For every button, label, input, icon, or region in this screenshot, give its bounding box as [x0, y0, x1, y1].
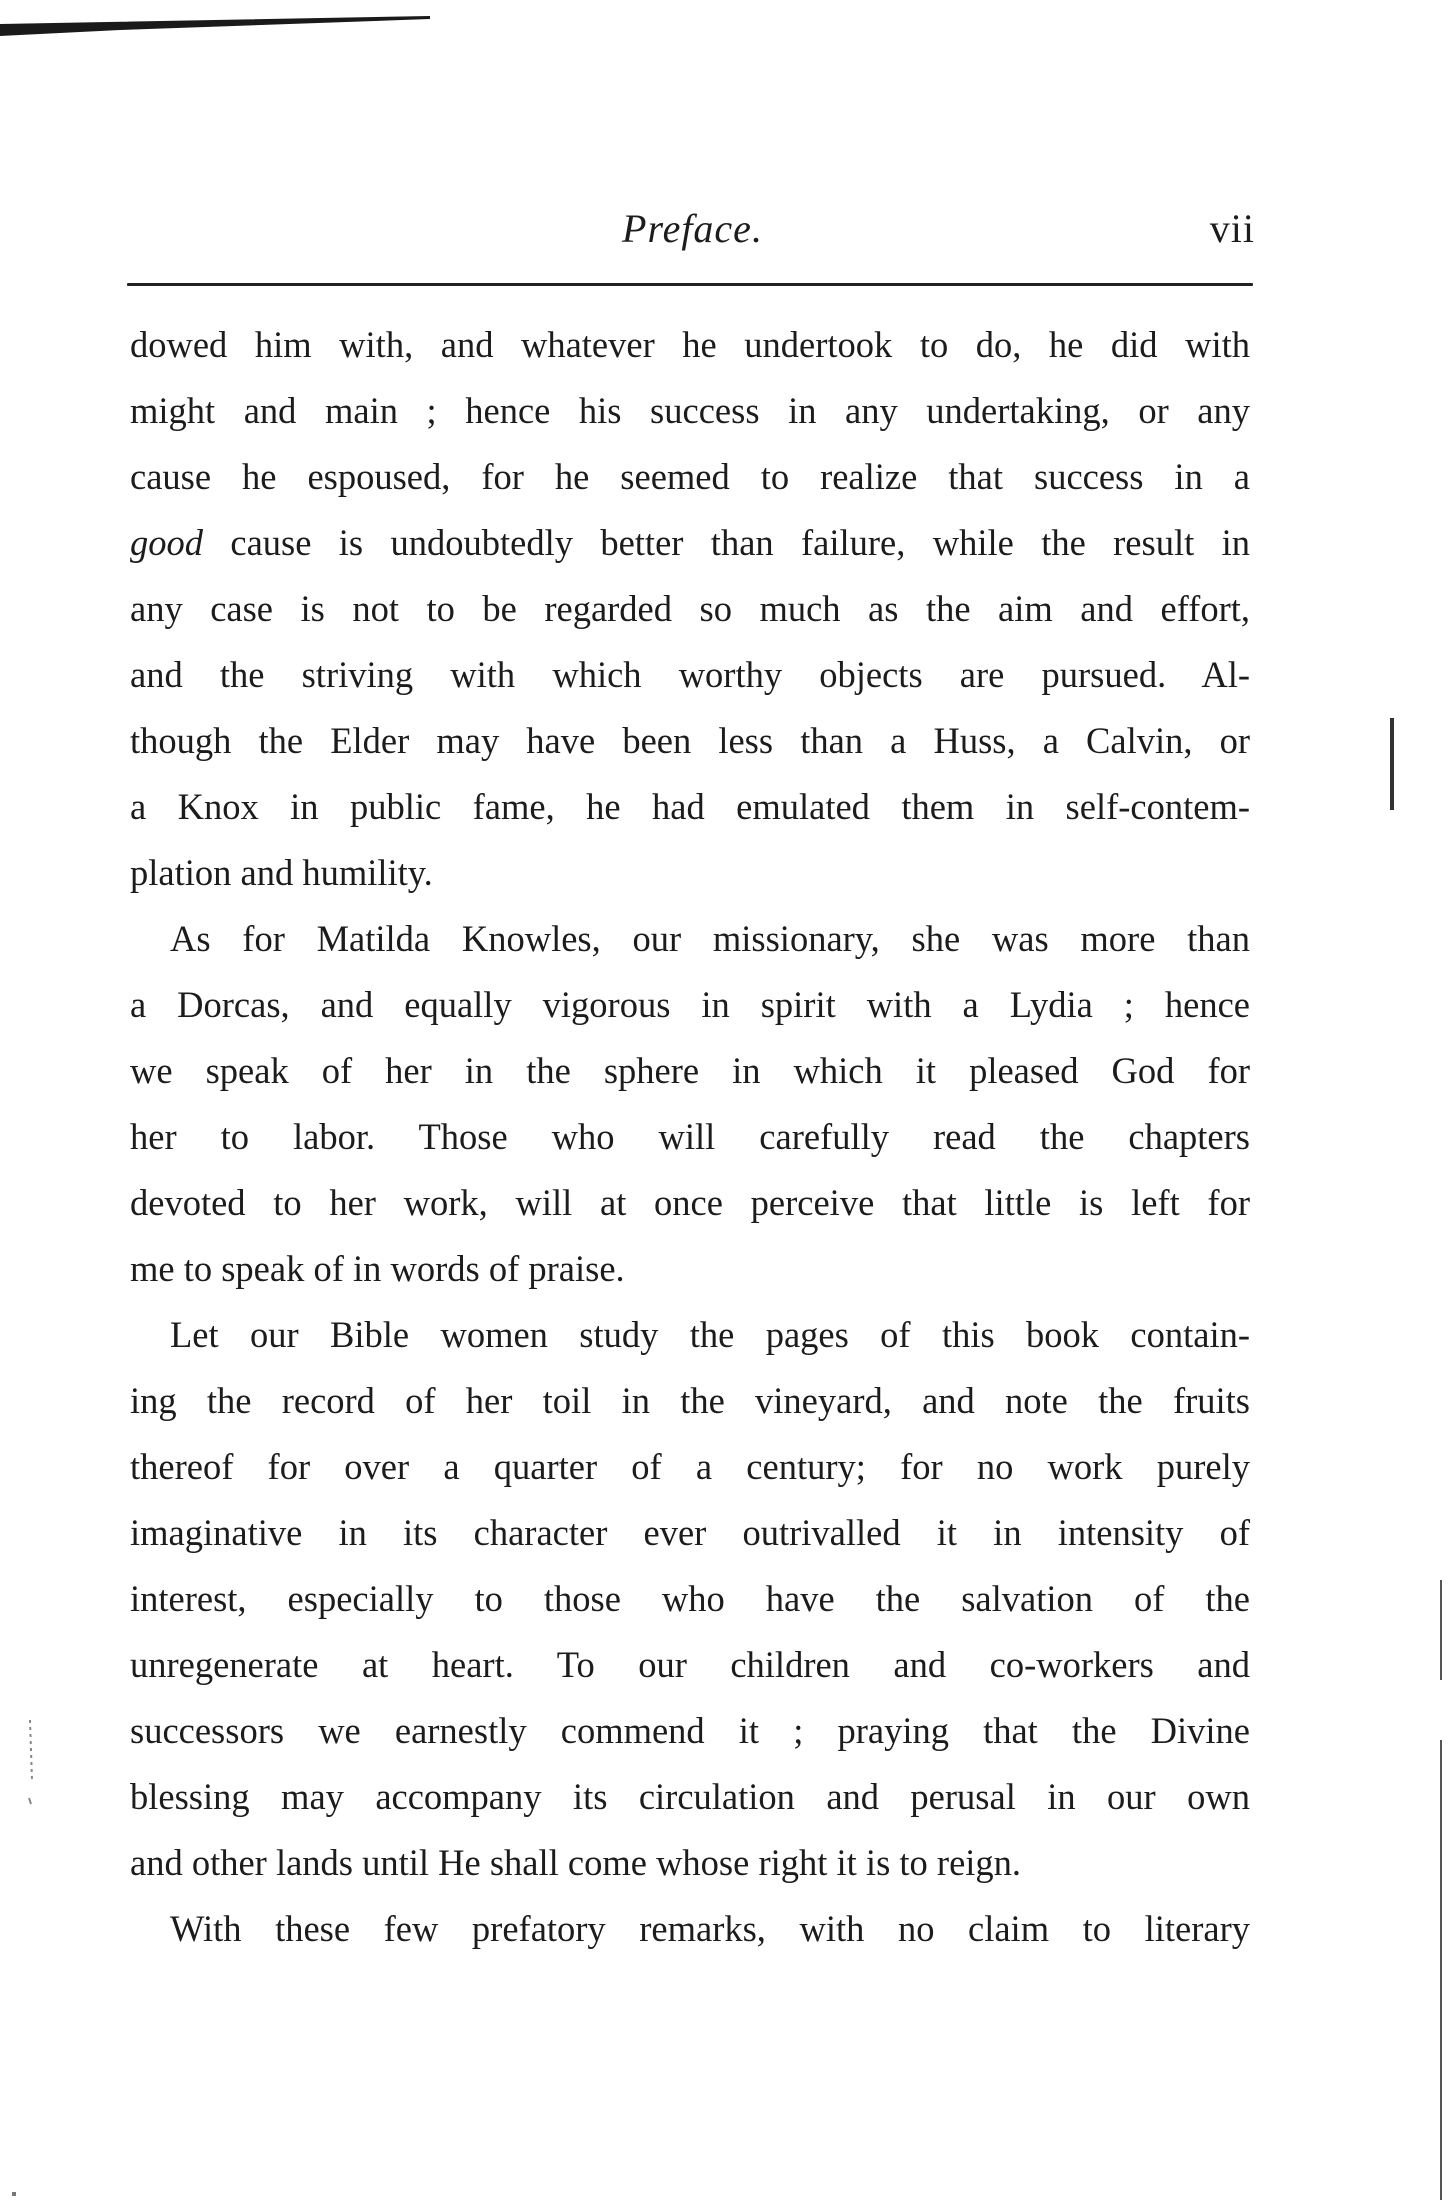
text-line: ing the record of her toil in the vineyard, and note the fruits — [130, 1380, 1250, 1421]
running-head — [130, 205, 1255, 265]
text-line: With these few prefatory remarks, with no claim to literary — [170, 1908, 1250, 1949]
text-line: a Knox in public fame, he had emulated them in self-contem- — [130, 786, 1250, 827]
text-line: might and main ; hence his success in any undertaking, or any — [130, 390, 1250, 431]
text-line: plation and humility. — [130, 852, 433, 893]
emphasis-good: good — [130, 522, 203, 563]
text-line: any case is not to be regarded so much as the aim and effort, — [130, 588, 1250, 629]
text-line: imaginative in its character ever outrivalled it in intensity of — [130, 1512, 1250, 1553]
text-line: successors we earnestly commend it ; praying that the Divine — [130, 1710, 1250, 1751]
text-line: blessing may accompany its circulation and perusal in our own — [130, 1776, 1250, 1817]
text-line: good cause is undoubtedly better than failure, while the result in — [130, 522, 1250, 563]
body-text — [130, 312, 1250, 1962]
text-line: unregenerate at heart. To our children and co-workers and — [130, 1644, 1250, 1685]
text-line: Let our Bible women study the pages of this book contain- — [170, 1314, 1250, 1355]
text-line: and the striving with which worthy objects are pursued. Al- — [130, 654, 1250, 695]
text-line: me to speak of in words of praise. — [130, 1248, 625, 1289]
text-line: though the Elder may have been less than a Huss, a Calvin, or — [130, 720, 1250, 761]
header-rule — [127, 283, 1253, 286]
text-line: thereof for over a quarter of a century; for no work purely — [130, 1446, 1250, 1487]
text-line: we speak of her in the sphere in which it pleased God for — [130, 1050, 1250, 1091]
text-line: her to labor. Those who will carefully read the chapters — [130, 1116, 1250, 1157]
scan-edge-mark — [0, 10, 430, 40]
running-title: Preface. — [622, 206, 763, 251]
text-line: As for Matilda Knowles, our missionary, she was more than — [170, 918, 1250, 959]
text-line: cause he espoused, for he seemed to realize that success in a — [130, 456, 1250, 497]
scan-edge-line — [1440, 1740, 1442, 2200]
scan-edge-line — [1440, 1580, 1442, 1680]
page-number: vii — [1209, 206, 1255, 251]
text-line: interest, especially to those who have the salvation of the — [130, 1578, 1250, 1619]
text-line: dowed him with, and whatever he undertook to do, he did with — [130, 324, 1250, 365]
scan-smudge — [22, 1720, 40, 1820]
scan-margin-mark — [1390, 718, 1394, 810]
text-line: and other lands until He shall come whose right it is to reign. — [130, 1842, 1022, 1883]
text-line: devoted to her work, will at once perceive that little is left for — [130, 1182, 1250, 1223]
scan-speck — [12, 2192, 16, 2196]
text-line: a Dorcas, and equally vigorous in spirit with a Lydia ; hence — [130, 984, 1250, 1025]
